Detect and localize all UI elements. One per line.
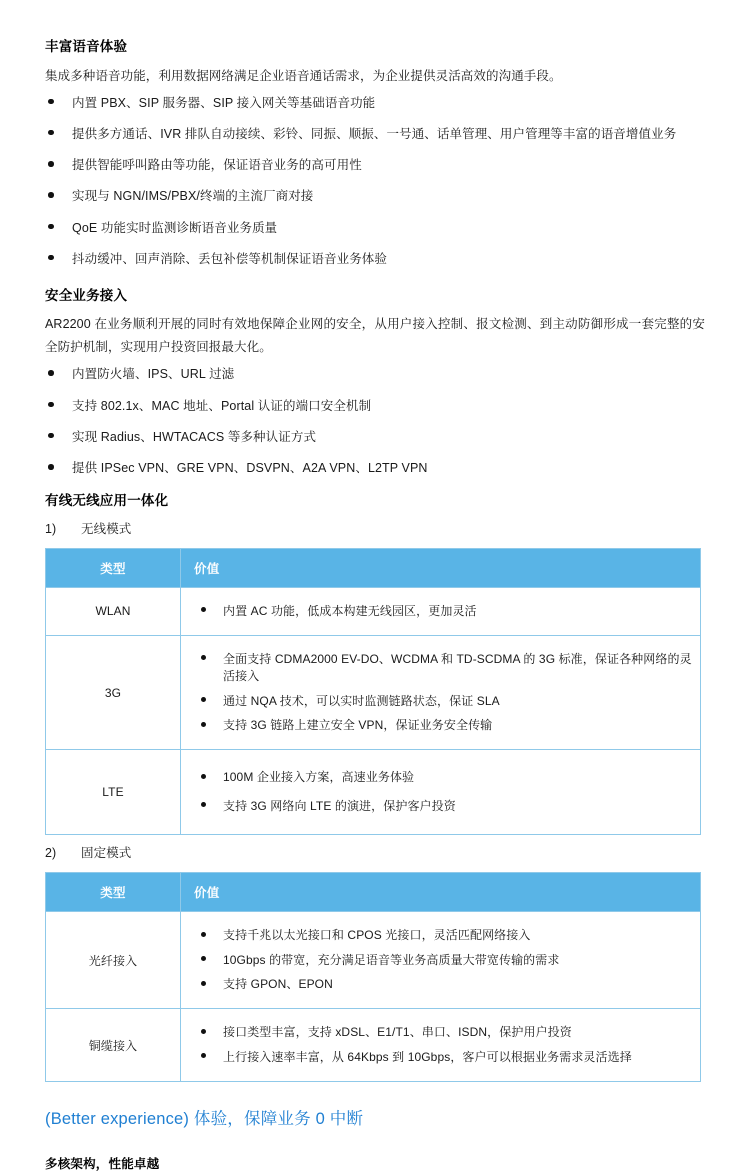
bullet-dot-icon	[48, 99, 54, 105]
list-item	[45, 365, 705, 384]
bullet-dot-icon	[201, 697, 206, 702]
list-item-text: 提供智能呼叫路由等功能，保证语音业务的高可用性	[72, 158, 362, 173]
section-intro-security: AR2200 在业务顺利开展的同时有效地保障企业网的安全，从用户接入控制、报文检测、到主动防御形成一套完整的安全防护机制，实现用户投资回报最大化。	[45, 317, 705, 355]
table-row	[46, 750, 701, 835]
list-item	[45, 219, 705, 238]
list-item	[45, 250, 705, 269]
blue-callout-heading: (Better experience) 体验，保障业务 0 中断	[45, 1110, 364, 1129]
list-item-text: 实现与 NGN/IMS/PBX/终端的主流厂商对接	[72, 189, 314, 204]
bullet-dot-icon	[48, 402, 54, 408]
cell-bullet-list	[191, 651, 692, 735]
column-header-type: 类型	[46, 548, 181, 587]
numbered-item-label: 固定模式	[81, 846, 132, 861]
list-item-text: 内置 AC 功能，低成本构建无线园区，更加灵活	[223, 603, 477, 618]
list-item-text: 内置 PBX、SIP 服务器、SIP 接入网关等基础语音功能	[72, 95, 376, 110]
cell-value	[181, 587, 701, 635]
numbered-item-wireless-mode	[45, 519, 705, 537]
list-item-text: 抖动缓冲、回声消除、丢包补偿等机制保证语音业务体验	[72, 251, 388, 266]
cell-bullet-list	[191, 927, 692, 993]
cell-value	[181, 912, 701, 1009]
cell-type: 铜缆接入	[46, 1009, 181, 1082]
list-item-text: 支持 GPON、EPON	[223, 977, 333, 992]
list-item	[45, 459, 705, 478]
list-item-text: 提供 IPSec VPN、GRE VPN、DSVPN、A2A VPN、L2TP VPN	[72, 461, 428, 476]
table-row	[46, 912, 701, 1009]
cell-type: LTE	[46, 750, 181, 835]
list-item	[191, 927, 692, 944]
column-header-value: 价值	[181, 548, 701, 587]
cell-bullet-list	[191, 769, 692, 815]
list-item-text: 支持 3G 网络向 LTE 的演进，保护客户投资	[223, 798, 456, 813]
bullet-dot-icon	[48, 224, 54, 230]
bullet-dot-icon	[201, 607, 206, 612]
section-heading-integration: 有线无线应用一体化	[45, 492, 169, 508]
bullet-list-security	[45, 365, 705, 478]
bullet-dot-icon	[48, 464, 54, 470]
list-item	[191, 1049, 692, 1066]
bullet-dot-icon	[201, 956, 206, 961]
cell-value	[181, 635, 701, 750]
list-item-text: 实现 Radius、HWTACACS 等多种认证方式	[72, 429, 317, 444]
list-item	[45, 156, 705, 175]
list-item-text: 100M 企业接入方案，高速业务体验	[223, 770, 415, 785]
table-row	[46, 1009, 701, 1082]
list-item-text: 支持 802.1x、MAC 地址、Portal 认证的端口安全机制	[72, 398, 372, 413]
list-item-text: 全面支持 CDMA2000 EV-DO、WCDMA 和 TD-SCDMA 的 3G 标准，保证各种网络的灵活接入	[223, 651, 692, 684]
numbered-item-number: 2)	[45, 846, 57, 861]
bullet-dot-icon	[201, 932, 206, 937]
section-heading-security: 安全业务接入	[45, 287, 128, 303]
column-header-value: 价值	[181, 873, 701, 912]
list-item	[191, 603, 692, 620]
list-item-text: 通过 NQA 技术，可以实时监测链路状态，保证 SLA	[223, 693, 500, 708]
numbered-item-fixed-mode	[45, 843, 705, 861]
list-item	[191, 976, 692, 993]
section-heading-voice: 丰富语音体验	[45, 39, 128, 54]
bullet-dot-icon	[201, 981, 206, 986]
cell-value	[181, 1009, 701, 1082]
numbered-item-label: 无线模式	[81, 521, 132, 536]
bullet-dot-icon	[201, 722, 206, 727]
cell-bullet-list	[191, 603, 692, 620]
numbered-item-number: 1)	[45, 521, 57, 536]
list-item-text: 内置防火墙、IPS、URL 过滤	[72, 367, 235, 382]
list-item-text: 接口类型丰富，支持 xDSL、E1/T1、串口、ISDN，保护用户投资	[223, 1025, 572, 1040]
list-item	[191, 717, 692, 734]
list-item	[191, 798, 692, 815]
bullet-dot-icon	[48, 130, 54, 136]
bullet-dot-icon	[201, 802, 206, 807]
cell-type: 3G	[46, 635, 181, 750]
section-intro-voice: 集成多种语音功能，利用数据网络满足企业语音通话需求，为企业提供灵活高效的沟通手段。	[45, 68, 562, 83]
list-item	[45, 397, 705, 416]
list-item-text: 支持千兆以太光接口和 CPOS 光接口，灵活匹配网络接入	[223, 928, 531, 943]
bullet-dot-icon	[48, 370, 54, 376]
column-header-type: 类型	[46, 873, 181, 912]
bullet-dot-icon	[201, 655, 206, 660]
bullet-dot-icon	[48, 161, 54, 167]
cell-value	[181, 750, 701, 835]
table-header-row	[46, 873, 701, 912]
list-item-text: 10Gbps 的带宽，充分满足语音等业务高质量大带宽传输的需求	[223, 952, 560, 967]
list-item	[45, 428, 705, 447]
section-heading-multicore: 多核架构，性能卓越	[45, 1157, 160, 1172]
list-item	[45, 94, 705, 113]
list-item	[191, 769, 692, 786]
list-item-text: 支持 3G 链路上建立安全 VPN，保证业务安全传输	[223, 718, 493, 733]
bullet-dot-icon	[201, 1053, 206, 1058]
table-header-row	[46, 548, 701, 587]
table-fixed-modes	[45, 872, 701, 1082]
list-item	[191, 693, 692, 710]
cell-bullet-list	[191, 1024, 692, 1066]
list-item	[45, 125, 705, 144]
bullet-dot-icon	[201, 774, 206, 779]
bullet-dot-icon	[48, 255, 54, 261]
table-row	[46, 587, 701, 635]
list-item-text: 上行接入速率丰富，从 64Kbps 到 10Gbps，客户可以根据业务需求灵活选择	[223, 1049, 632, 1064]
table-row	[46, 635, 701, 750]
table-wireless-modes	[45, 548, 701, 836]
bullet-list-voice	[45, 94, 705, 269]
list-item	[191, 1024, 692, 1041]
list-item-text: QoE 功能实时监测诊断语音业务质量	[72, 220, 278, 235]
cell-type: 光纤接入	[46, 912, 181, 1009]
bullet-dot-icon	[201, 1029, 206, 1034]
cell-type: WLAN	[46, 587, 181, 635]
bullet-dot-icon	[48, 192, 54, 198]
list-item	[45, 187, 705, 206]
list-item-text: 提供多方通话、IVR 排队自动接续、彩铃、同振、顺振、一号通、话单管理、用户管理等丰富的语音增值业务	[72, 126, 677, 141]
list-item	[191, 651, 692, 686]
list-item	[191, 952, 692, 969]
bullet-dot-icon	[48, 433, 54, 439]
